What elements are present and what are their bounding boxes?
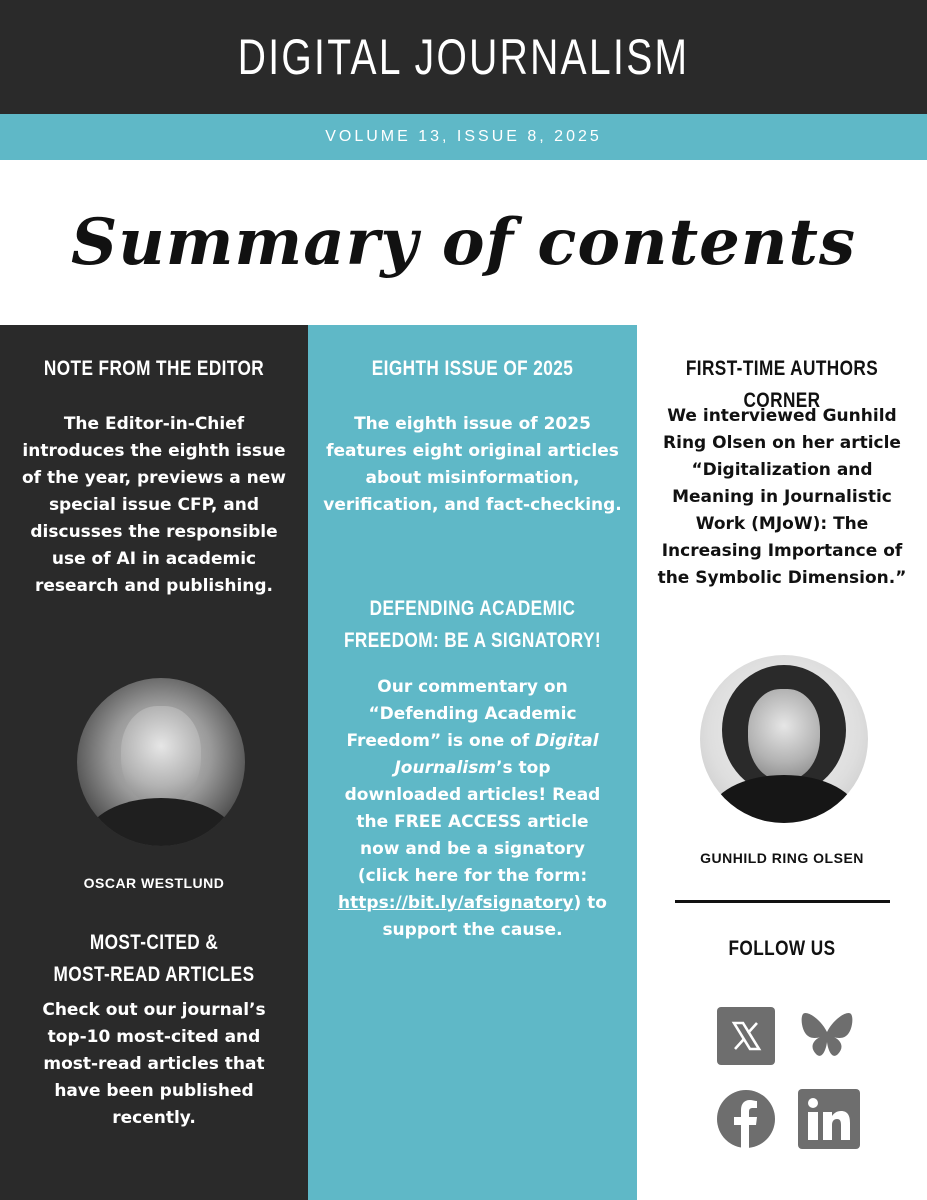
freedom-body-part-3: ) to support the cause. [382,893,607,940]
editor-body: The Editor-in-Chief introduces the eighth issue of the year, previews a new special issue CFP, and discusses the responsible use of AI in academic research and publishing. [22,414,287,596]
freedom-heading-line-1: DEFENDING ACADEMIC [369,597,576,620]
freedom-body [336,674,609,944]
editor-face [121,706,201,806]
freedom-journal-name: Digital Journalism [394,731,599,778]
summary-heading: Summary of contents [71,205,856,280]
editor-column [0,325,308,1200]
cited-heading-line-1: MOST-CITED & [89,931,219,954]
editor-heading: NOTE FROM THE EDITOR [43,357,265,380]
freedom-heading-line-2: FREEDOM: BE A SIGNATORY! [344,629,601,652]
authors-body: We interviewed Gunhild Ring Olsen on her article “Digitalization and Meaning in Journalistic Work (MJoW): The Increasing Importance of the Symbolic Dimension.” [657,406,907,588]
volume-bar [0,114,927,160]
masthead [0,0,927,114]
freedom-body-part-2: ’s top downloaded articles! Read the FREE ACCESS article now and be a signatory (click here for the form: [344,758,601,886]
editor-name: OSCAR WESTLUND [83,875,225,891]
issue-column [308,325,637,1200]
authors-column [637,325,927,1200]
issue-heading: EIGHTH ISSUE OF 2025 [371,357,574,380]
authors-heading: FIRST-TIME AUTHORS CORNER [685,357,879,412]
editor-photo [77,678,245,846]
bluesky-icon[interactable] [797,1007,857,1065]
cited-body[interactable]: Check out our journal’s top-10 most-cited and most-read articles that have been published recently. [42,1000,266,1128]
cited-heading-line-2: MOST-READ ARTICLES [53,963,255,986]
signatory-link[interactable]: https://bit.ly/afsignatory [338,893,574,913]
author-face [748,689,820,781]
freedom-body-part-1: Our commentary on “Defending Academic Freedom” is one of [346,677,577,751]
author-shoulders [710,775,858,823]
x-icon[interactable] [717,1007,775,1065]
linkedin-icon[interactable] [798,1089,860,1149]
editor-shoulders [87,798,235,846]
divider-line [675,900,890,903]
author-photo [700,655,868,823]
facebook-icon[interactable] [715,1088,777,1150]
issue-body: The eighth issue of 2025 features eight original articles about misinformation, verification, and fact-checking. [323,414,622,515]
author-name: GUNHILD RING OLSEN [700,850,864,866]
follow-heading: FOLLOW US [728,937,836,960]
journal-title: DIGITAL JOURNALISM [237,29,690,85]
volume-label: VOLUME 13, ISSUE 8, 2025 [325,128,602,145]
summary-banner [0,160,927,325]
